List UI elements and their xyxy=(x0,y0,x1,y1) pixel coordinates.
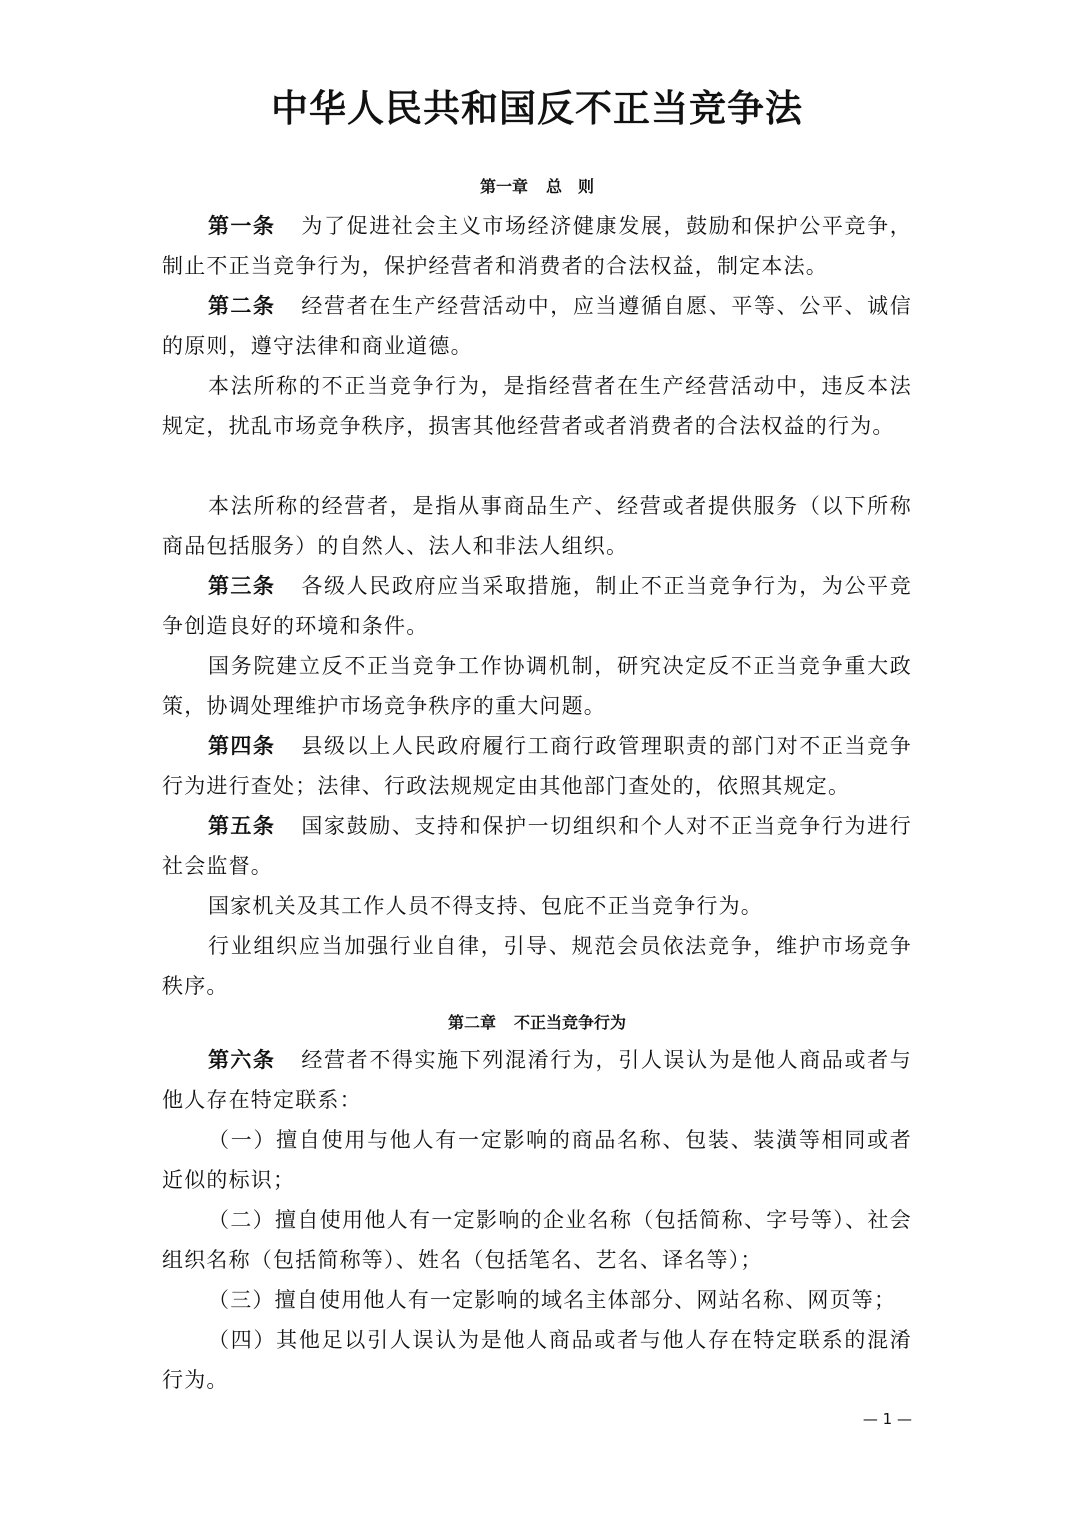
clause-text: 国务院建立反不正当竞争工作协调机制，研究决定反不正当竞争重大政策，协调处理维护市场竞争秩序的重大问题。 xyxy=(162,654,912,718)
clause-paragraph xyxy=(162,926,912,1006)
clause-item-text: （二）擅自使用他人有一定影响的企业名称（包括简称、字号等）、社会组织名称（包括简称等）、姓名（包括笔名、艺名、译名等）； xyxy=(162,1208,912,1272)
article-paragraph xyxy=(162,1040,912,1120)
article-number: 第一条 xyxy=(208,214,276,238)
clause-paragraph xyxy=(162,886,912,926)
article-paragraph xyxy=(162,566,912,646)
article-number: 第三条 xyxy=(208,574,276,598)
article-text: 国家鼓励、支持和保护一切组织和个人对不正当竞争行为进行社会监督。 xyxy=(162,814,913,878)
article-text: 为了促进社会主义市场经济健康发展，鼓励和保护公平竞争，制止不正当竞争行为，保护经营者和消费者的合法权益，制定本法。 xyxy=(162,214,913,278)
clause-item xyxy=(162,1280,912,1320)
chapter-name: 总 则 xyxy=(546,177,595,196)
clause-text: 行业组织应当加强行业自律，引导、规范会员依法竞争，维护市场竞争秩序。 xyxy=(162,934,912,998)
document-title: 中华人民共和国反不正当竞争法 xyxy=(271,87,803,130)
article-paragraph xyxy=(162,286,912,366)
page-number: — 1 — xyxy=(862,1410,912,1428)
article-paragraph xyxy=(162,806,912,886)
clause-text: 国家机关及其工作人员不得支持、包庇不正当竞争行为。 xyxy=(208,894,763,918)
article-text: 经营者不得实施下列混淆行为，引人误认为是他人商品或者与他人存在特定联系： xyxy=(162,1048,913,1112)
chapter-label: 第二章 xyxy=(447,1013,496,1032)
article-paragraph xyxy=(162,726,912,806)
article-number: 第五条 xyxy=(208,814,276,838)
chapter-label: 第一章 xyxy=(479,177,528,196)
clause-item xyxy=(162,1200,912,1280)
article-text: 各级人民政府应当采取措施，制止不正当竞争行为，为公平竞争创造良好的环境和条件。 xyxy=(162,574,913,638)
clause-item-text: （四）其他足以引人误认为是他人商品或者与他人存在特定联系的混淆行为。 xyxy=(162,1328,912,1392)
clause-paragraph xyxy=(162,366,912,446)
article-number: 第四条 xyxy=(208,734,276,758)
clause-item xyxy=(162,1120,912,1200)
chapter-name: 不正当竞争行为 xyxy=(514,1013,627,1032)
clause-paragraph xyxy=(162,646,912,726)
clause-item-text: （一）擅自使用与他人有一定影响的商品名称、包装、装潢等相同或者近似的标识； xyxy=(162,1128,912,1192)
article-paragraph xyxy=(162,206,912,286)
clause-item xyxy=(162,1320,912,1400)
article-number: 第二条 xyxy=(208,294,276,318)
chapter-heading-2 xyxy=(0,1012,1074,1034)
clause-text: 本法所称的不正当竞争行为，是指经营者在生产经营活动中，违反本法规定，扰乱市场竞争秩序，损害其他经营者或者消费者的合法权益的行为。 xyxy=(162,374,912,438)
chapter-heading-1 xyxy=(0,176,1074,198)
clause-item-text: （三）擅自使用他人有一定影响的域名主体部分、网站名称、网页等； xyxy=(208,1288,897,1312)
clause-paragraph xyxy=(162,486,912,566)
article-text: 县级以上人民政府履行工商行政管理职责的部门对不正当竞争行为进行查处；法律、行政法规规定由其他部门查处的，依照其规定。 xyxy=(162,734,913,798)
article-text: 经营者在生产经营活动中，应当遵循自愿、平等、公平、诚信的原则，遵守法律和商业道德。 xyxy=(162,294,913,358)
clause-text: 本法所称的经营者，是指从事商品生产、经营或者提供服务（以下所称商品包括服务）的自然人、法人和非法人组织。 xyxy=(162,494,912,558)
article-number: 第六条 xyxy=(208,1048,276,1072)
